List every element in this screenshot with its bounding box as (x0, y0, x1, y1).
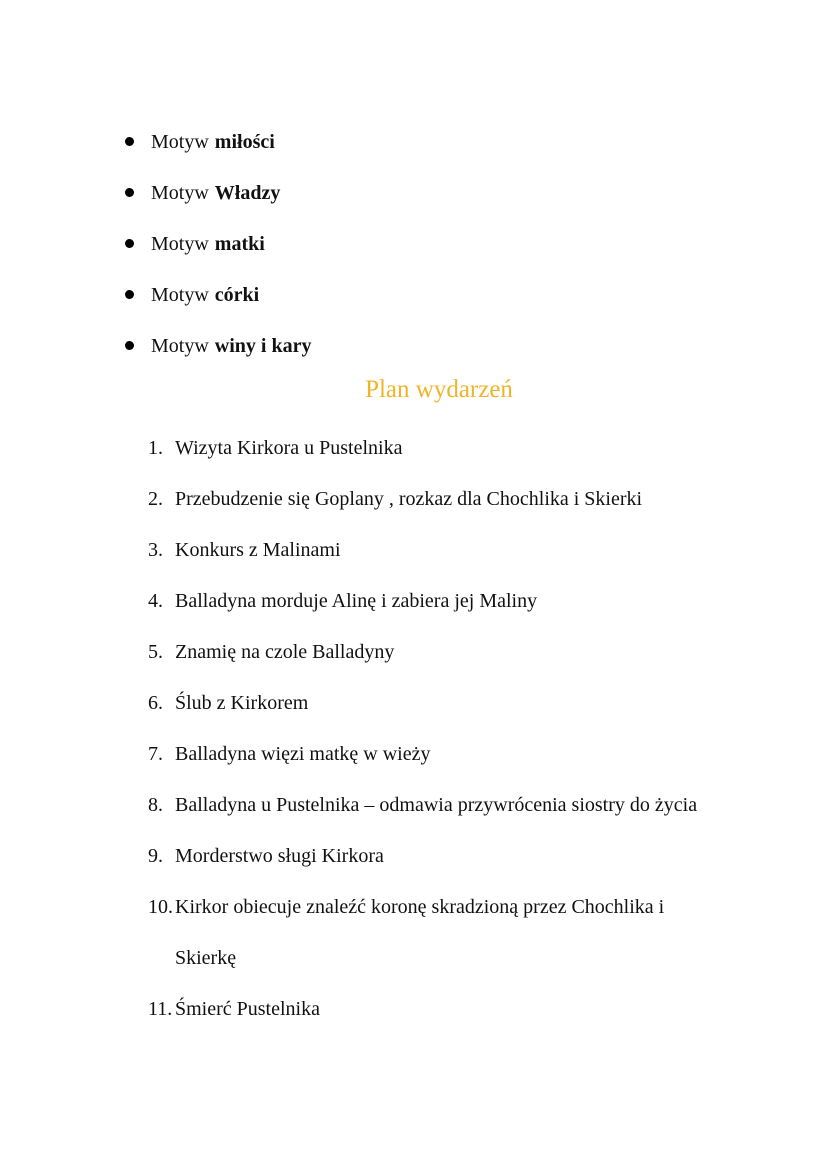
bullet-icon (125, 341, 134, 350)
plan-item-number: 6. (148, 692, 163, 714)
event-plan-list (148, 432, 697, 1044)
plan-item-number: 10. (148, 896, 173, 918)
plan-item-number: 4. (148, 590, 163, 612)
motif-item (125, 116, 311, 167)
plan-item-number: 2. (148, 488, 163, 510)
plan-item-text: Konkurs z Malinami (175, 539, 341, 561)
plan-item-text: Kirkor obiecuje znaleźć koronę skradzioną przez Chochlika i (175, 896, 665, 918)
motif-item (125, 218, 311, 269)
plan-item-number: 5. (148, 641, 163, 663)
plan-item-text: Śmierć Pustelnika (175, 998, 320, 1020)
plan-item (148, 738, 697, 789)
plan-item (148, 891, 697, 942)
motif-item (125, 269, 311, 320)
motif-term: winy i kary (214, 334, 312, 357)
motif-prefix: Motyw (151, 181, 209, 204)
plan-item-text: Znamię na czole Balladyny (175, 641, 395, 663)
plan-item-number: 9. (148, 845, 163, 867)
motif-prefix: Motyw (151, 334, 209, 357)
motif-prefix: Motyw (151, 283, 209, 306)
plan-item-text: Ślub z Kirkorem (175, 692, 309, 714)
plan-item (148, 789, 697, 840)
motif-prefix: Motyw (151, 232, 209, 255)
plan-item (148, 636, 697, 687)
plan-item-number: 7. (148, 743, 163, 765)
plan-item (148, 840, 697, 891)
motif-list (125, 116, 311, 371)
plan-item-text: Skierkę (175, 947, 237, 969)
plan-item-number: 3. (148, 539, 163, 561)
plan-item-number (148, 942, 175, 993)
plan-item-number: 8. (148, 794, 163, 816)
motif-term: matki (214, 232, 265, 255)
plan-item-text: Balladyna u Pustelnika – odmawia przywrócenia siostry do życia (175, 794, 698, 816)
motif-prefix: Motyw (151, 130, 209, 153)
plan-item (148, 687, 697, 738)
bullet-icon (125, 239, 134, 248)
plan-item-text: Balladyna morduje Alinę i zabiera jej Maliny (175, 590, 538, 612)
plan-item-text: Balladyna więzi matkę w wieży (175, 743, 431, 765)
motif-item (125, 320, 311, 371)
plan-item (148, 534, 697, 585)
plan-item (148, 942, 697, 993)
bullet-icon (125, 188, 134, 197)
plan-item (148, 585, 697, 636)
bullet-icon (125, 290, 134, 299)
bullet-icon (125, 137, 134, 146)
plan-item-number: 1. (148, 437, 163, 459)
plan-item-text: Wizyta Kirkora u Pustelnika (175, 437, 403, 459)
plan-item-number: 11. (148, 998, 173, 1020)
section-heading: Plan wydarzeń (365, 376, 513, 403)
motif-term: miłości (214, 130, 275, 153)
motif-term: córki (214, 283, 260, 306)
plan-item (148, 483, 697, 534)
motif-term: Władzy (214, 181, 281, 204)
plan-item-text: Morderstwo sługi Kirkora (175, 845, 384, 867)
plan-item (148, 432, 697, 483)
plan-item (148, 993, 697, 1044)
motif-item (125, 167, 311, 218)
plan-item-text: Przebudzenie się Goplany , rozkaz dla Chochlika i Skierki (175, 488, 643, 510)
